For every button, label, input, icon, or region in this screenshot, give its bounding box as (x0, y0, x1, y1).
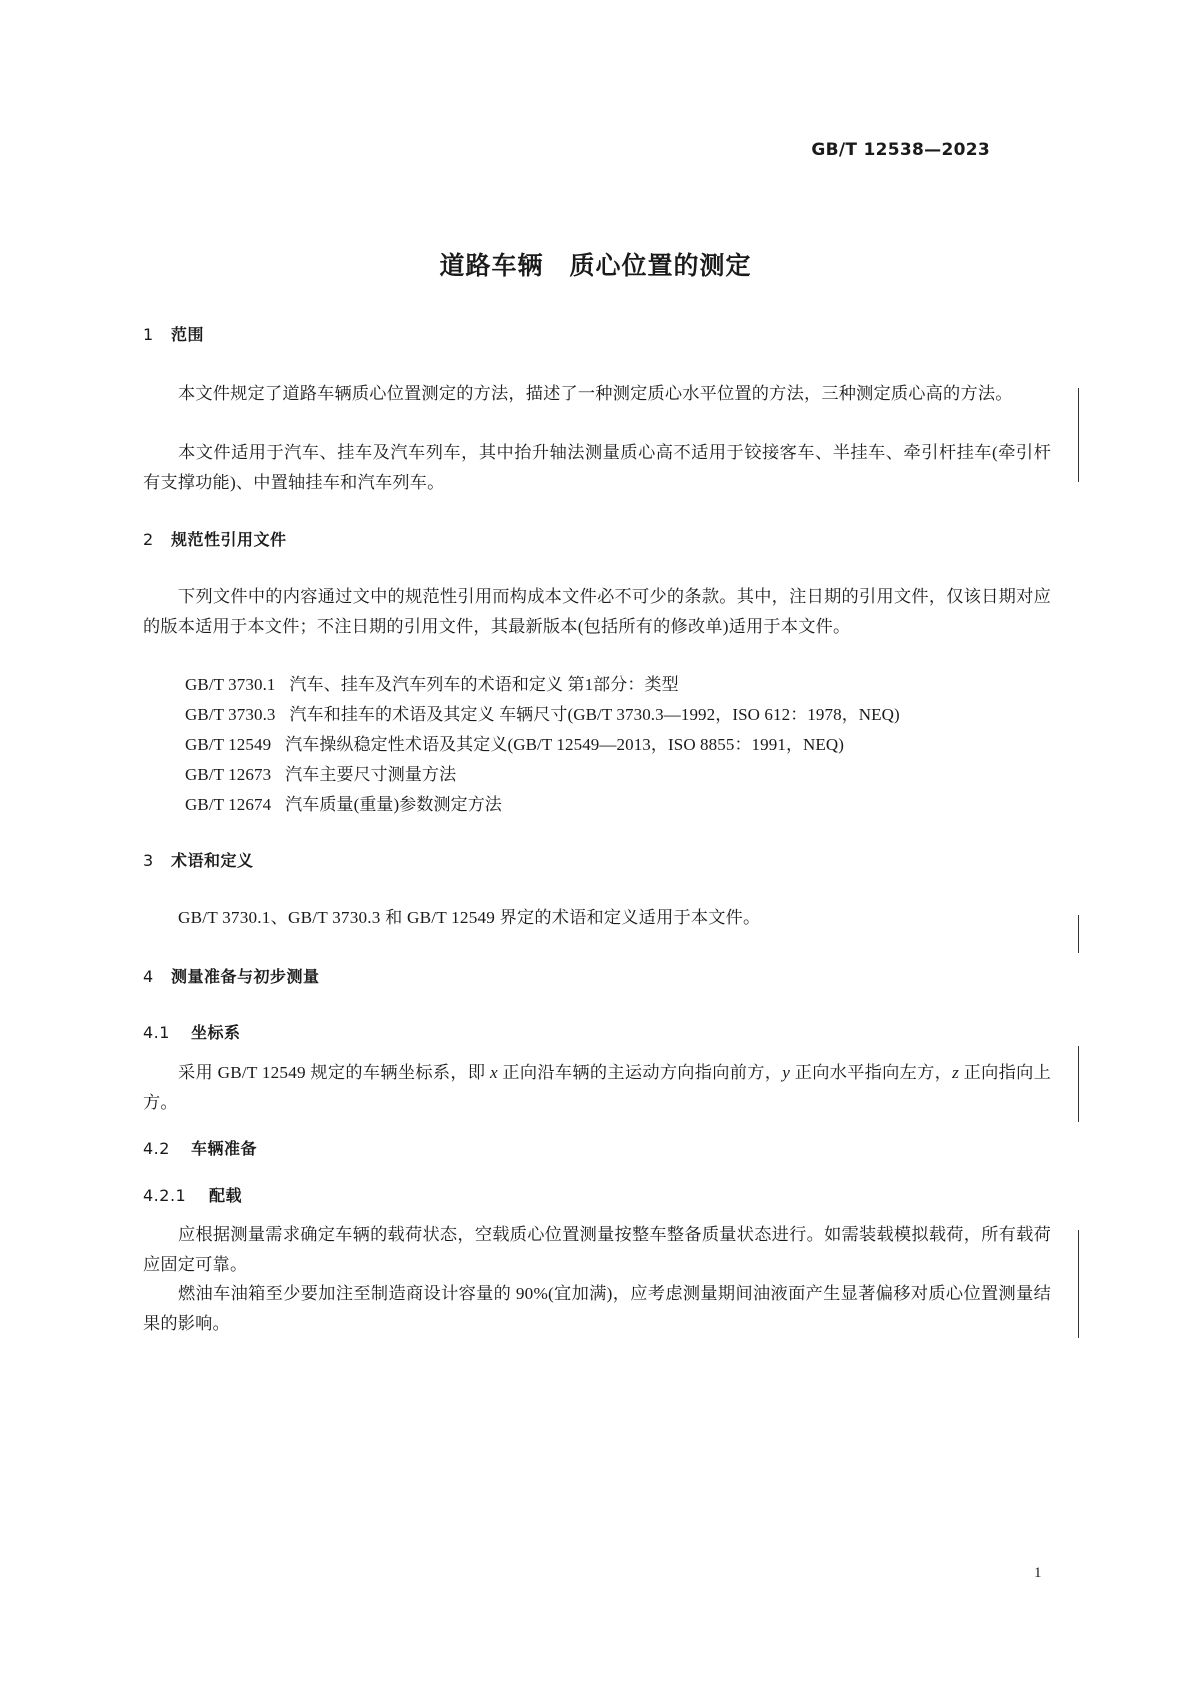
section-number: 4 (143, 967, 154, 986)
variable-y: y (782, 1063, 791, 1082)
section-3-paragraph: GB/T 3730.1、GB/T 3730.3 和 GB/T 12549 界定的术语和定义适用于本文件。 (178, 908, 761, 927)
section-2-paragraph: 下列文件中的内容通过文中的规范性引用而构成本文件必不可少的条款。其中，注日期的引用文件，仅该日期对应的版本适用于本文件；不注日期的引用文件，其最新版本(包括所有的修改单)适用于本文件。 (143, 587, 1051, 636)
section-title: 规范性引用文件 (171, 530, 287, 549)
reference-title: 汽车质量(重量)参数测定方法 (285, 795, 502, 814)
reference-item (185, 704, 900, 726)
standard-number: GB/T 12538—2023 (811, 140, 990, 160)
section-4-1-heading (143, 1020, 241, 1043)
section-number: 3 (143, 851, 154, 870)
text-run: 正向指向上方。 (143, 1063, 1052, 1112)
section-4-heading (143, 964, 320, 987)
variable-x: x (489, 1063, 498, 1082)
reference-code: GB/T 12673 (185, 765, 272, 784)
section-title: 范围 (171, 325, 205, 344)
reference-title: 汽车、挂车及汽车列车的术语和定义 第1部分：类型 (289, 675, 679, 694)
change-bar (1078, 1230, 1079, 1338)
document-title: 道路车辆 质心位置的测定 (439, 251, 752, 280)
section-4-2-1-heading (143, 1183, 242, 1206)
reference-title: 汽车和挂车的术语及其定义 车辆尺寸(GB/T 3730.3—1992，ISO 612：1978，NEQ) (289, 705, 900, 724)
reference-code: GB/T 3730.1 (185, 675, 276, 694)
reference-item (185, 794, 502, 816)
section-number: 1 (143, 325, 154, 344)
section-4-1-paragraph (143, 1058, 1051, 1117)
section-title: 坐标系 (191, 1023, 241, 1042)
text-run: 采用 GB/T 12549 规定的车辆坐标系，即 (178, 1063, 490, 1082)
section-number: 4.2.1 (143, 1186, 187, 1205)
section-2-heading (143, 527, 287, 550)
section-title: 配载 (209, 1186, 243, 1205)
section-1-heading (143, 322, 204, 345)
reference-title: 汽车主要尺寸测量方法 (285, 765, 457, 784)
text-run: 正向水平指向左方， (790, 1063, 953, 1082)
change-bar (1078, 915, 1079, 953)
section-4-2-heading (143, 1136, 257, 1159)
text-run: 正向沿车辆的主运动方向指向前方， (497, 1063, 783, 1082)
page-number: 1 (1034, 1565, 1042, 1581)
section-3-heading (143, 848, 254, 871)
reference-item (185, 674, 679, 696)
reference-item (185, 764, 456, 786)
section-number: 4.1 (143, 1023, 170, 1042)
section-4-2-1-paragraph-1: 应根据测量需求确定车辆的载荷状态，空载质心位置测量按整车整备质量状态进行。如需装载模拟载荷，所有载荷应固定可靠。 (143, 1225, 1051, 1274)
section-title: 测量准备与初步测量 (171, 967, 320, 986)
change-bar (1078, 388, 1079, 482)
reference-code: GB/T 3730.3 (185, 705, 276, 724)
section-title: 术语和定义 (171, 851, 254, 870)
reference-code: GB/T 12549 (185, 735, 272, 754)
section-1-paragraph-1: 本文件规定了道路车辆质心位置测定的方法，描述了一种测定质心水平位置的方法，三种测定质心高的方法。 (178, 384, 1013, 403)
section-1-paragraph-2: 本文件适用于汽车、挂车及汽车列车，其中抬升轴法测量质心高不适用于铰接客车、半挂车、牵引杆挂车(牵引杆有支撑功能)、中置轴挂车和汽车列车。 (143, 443, 1051, 492)
variable-z: z (952, 1063, 960, 1082)
section-title: 车辆准备 (191, 1139, 258, 1158)
change-bar (1078, 1046, 1079, 1122)
section-4-2-1-paragraph-2: 燃油车油箱至少要加注至制造商设计容量的 90%(宜加满)，应考虑测量期间油液面产生显著偏移对质心位置测量结果的影响。 (143, 1284, 1051, 1333)
section-number: 4.2 (143, 1139, 170, 1158)
section-number: 2 (143, 530, 154, 549)
reference-code: GB/T 12674 (185, 795, 272, 814)
reference-item (185, 734, 844, 756)
reference-title: 汽车操纵稳定性术语及其定义(GB/T 12549—2013，ISO 8855：1991，NEQ) (285, 735, 845, 754)
